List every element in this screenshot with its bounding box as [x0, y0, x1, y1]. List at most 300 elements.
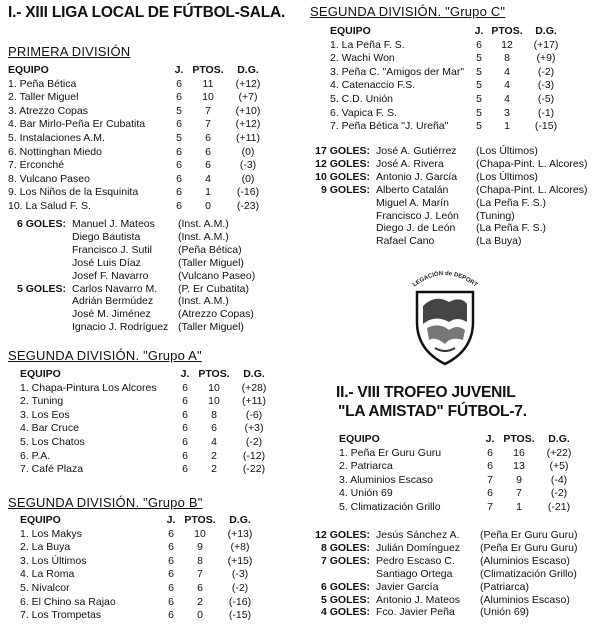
- scorer-row: [6, 231, 288, 244]
- played: 7: [487, 473, 493, 486]
- header-dg: D.G.: [229, 514, 251, 526]
- player-name: Diego J. de León: [376, 222, 456, 235]
- played: 6: [176, 159, 182, 172]
- header-ptos: PTOS.: [198, 368, 230, 380]
- played: 6: [182, 381, 188, 394]
- player-name: José M. Jiménez: [72, 308, 151, 321]
- scorer-row: [300, 529, 598, 542]
- goal-diff: (-15): [228, 609, 252, 622]
- scorer-row: [300, 606, 598, 619]
- header-dg: D.G.: [548, 433, 570, 445]
- goal-diff: (-6): [245, 408, 263, 421]
- header-dg: D.G.: [237, 64, 259, 76]
- points: 8: [504, 52, 510, 65]
- team-name: 1. La Peña F. S.: [330, 38, 405, 51]
- scorer-row: [6, 283, 288, 296]
- goal-diff: (-2): [231, 581, 249, 594]
- table-row: [8, 186, 268, 200]
- goal-count: [6, 231, 72, 244]
- player-name: Rafael Cano: [376, 235, 435, 248]
- table-row: [339, 474, 579, 488]
- scorer-row: [300, 235, 596, 248]
- played: 5: [476, 92, 482, 105]
- player-team: (Aluminios Escaso): [480, 593, 570, 606]
- grupo-b-title: SEGUNDA DIVISIÓN. "Grupo B": [8, 495, 203, 510]
- team-name: 4. Catenaccio F.S.: [330, 79, 416, 92]
- team-name: 4. Unión 69: [339, 487, 393, 500]
- table-header: [20, 514, 260, 528]
- scorer-row: [300, 197, 596, 210]
- goal-diff: (-12): [242, 449, 266, 462]
- points: 1: [504, 120, 510, 133]
- played: 6: [487, 460, 493, 473]
- header-ptos: PTOS.: [184, 514, 216, 526]
- table-header: [330, 25, 566, 39]
- team-name: 7. Erconché: [8, 159, 65, 172]
- goal-count: 10 GOLES:: [315, 170, 370, 183]
- table-row: [20, 568, 260, 582]
- goal-count: [6, 308, 72, 321]
- team-name: 1. Los Makys: [20, 527, 82, 540]
- played: 6: [168, 541, 174, 554]
- trofeo-scorers: [300, 529, 598, 619]
- team-name: 2. Tuning: [20, 395, 64, 408]
- table-row: [20, 382, 274, 396]
- goal-diff: (+12): [235, 77, 261, 90]
- team-name: 4. Bar Mirlo-Peña Er Cubatita: [8, 118, 146, 131]
- goal-count: [300, 210, 376, 223]
- scorer-row: [300, 145, 596, 158]
- team-name: 6. Vapica F. S.: [330, 106, 397, 119]
- table-row: [8, 91, 268, 105]
- goal-count: [300, 235, 376, 248]
- points: 7: [205, 104, 211, 117]
- player-name: Pedro Escaso C.: [376, 554, 455, 567]
- goal-diff: (-22): [242, 463, 266, 476]
- goal-count: [300, 222, 376, 235]
- team-name: 7. Los Trompetas: [20, 609, 102, 622]
- grupo-b-table: [20, 514, 260, 623]
- player-name: Francisco J. León: [376, 209, 459, 222]
- points: 9: [197, 541, 203, 554]
- played: 6: [168, 554, 174, 567]
- emblem-text: LEGACIÓN de DEPORT: [412, 270, 479, 289]
- team-name: 3. Los Últimos: [20, 554, 87, 567]
- player-team: (Patriarca): [480, 580, 530, 593]
- player-name: Adrián Bermúdez: [72, 295, 154, 308]
- played: 6: [182, 435, 188, 448]
- table-row: [8, 200, 268, 214]
- goal-count: [6, 257, 72, 270]
- table-row: [20, 555, 260, 569]
- goal-diff: (-3): [231, 568, 249, 581]
- player-name: Antonio J. García: [376, 170, 458, 183]
- goal-diff: (-2): [537, 65, 555, 78]
- played: 6: [182, 395, 188, 408]
- points: 16: [513, 446, 525, 459]
- table-row: [339, 447, 579, 461]
- goal-diff: (+28): [241, 381, 267, 394]
- table-row: [330, 107, 566, 121]
- goal-count: 4 GOLES:: [320, 606, 370, 619]
- played: 6: [176, 91, 182, 104]
- points: 4: [504, 79, 510, 92]
- goal-diff: (0): [241, 145, 255, 158]
- player-name: Manuel J. Mateos: [72, 218, 155, 230]
- goal-diff: (+8): [230, 541, 250, 554]
- team-name: 5. Instalaciones A.M.: [8, 131, 105, 144]
- player-name: Miguel A. Marín: [376, 196, 449, 209]
- header-equipo: EQUIPO: [339, 433, 380, 445]
- points: 6: [211, 422, 217, 435]
- scorer-row: [300, 555, 598, 568]
- table-row: [330, 66, 566, 80]
- played: 6: [176, 172, 182, 185]
- goal-diff: (-21): [547, 500, 571, 513]
- team-name: 4. La Roma: [20, 568, 75, 581]
- primera-table: [8, 64, 268, 214]
- played: 6: [476, 38, 482, 51]
- points: 10: [194, 527, 206, 540]
- player-team: (Peña Bética): [178, 243, 242, 256]
- points: 6: [205, 159, 211, 172]
- player-team: (Inst. A.M.): [178, 230, 229, 243]
- table-row: [20, 409, 274, 423]
- table-row: [20, 541, 260, 555]
- points: 6: [205, 131, 211, 144]
- player-name: Fco. Javier Peña: [376, 606, 455, 619]
- team-name: 9. Los Niños de la Esquinita: [8, 186, 139, 199]
- team-name: 6. Nottinghan Miedo: [8, 145, 102, 158]
- played: 6: [487, 487, 493, 500]
- table-row: [339, 501, 579, 515]
- goal-diff: (0): [241, 172, 255, 185]
- goal-count: 12 GOLES:: [315, 157, 370, 170]
- goal-count: 6 GOLES:: [16, 218, 66, 230]
- table-row: [8, 118, 268, 132]
- player-team: (Chapa-Pint. L. Alcores): [476, 183, 588, 196]
- points: 2: [197, 595, 203, 608]
- table-row: [8, 78, 268, 92]
- table-row: [20, 422, 274, 436]
- goal-diff: (+7): [238, 91, 258, 104]
- played: 6: [176, 118, 182, 131]
- scorer-row: [6, 218, 288, 231]
- header-j: J.: [180, 368, 190, 380]
- player-name: Josef F. Navarro: [72, 269, 149, 282]
- player-name: José Luis Díaz: [72, 256, 141, 269]
- points: 7: [205, 118, 211, 131]
- points: 4: [504, 65, 510, 78]
- table-row: [330, 52, 566, 66]
- goal-diff: (+13): [227, 527, 253, 540]
- player-team: (Peña Er Guru Guru): [480, 541, 578, 554]
- table-row: [330, 79, 566, 93]
- header-ptos: PTOS.: [503, 433, 535, 445]
- table-row: [20, 582, 260, 596]
- team-name: 2. Patriarca: [339, 460, 393, 473]
- goal-diff: (-1): [537, 106, 555, 119]
- player-team: (Inst. A.M.): [178, 295, 229, 308]
- grupo-a-title: SEGUNDA DIVISIÓN. "Grupo A": [8, 348, 202, 363]
- table-row: [20, 609, 260, 623]
- player-team: (Inst. A.M.): [178, 218, 229, 230]
- goal-diff: (+17): [533, 38, 559, 51]
- scorer-row: [6, 257, 288, 270]
- goal-count: 7 GOLES:: [320, 554, 370, 567]
- player-team: (Los Últimos): [476, 170, 538, 183]
- scorer-row: [300, 184, 596, 197]
- header-ptos: PTOS.: [491, 25, 523, 37]
- goal-count: 6 GOLES:: [320, 580, 370, 593]
- header-equipo: EQUIPO: [8, 64, 49, 76]
- points: 12: [501, 38, 513, 51]
- goal-count: 17 GOLES:: [315, 145, 370, 157]
- table-row: [20, 596, 260, 610]
- trofeo-table: [339, 433, 579, 515]
- player-name: José A. Gutiérrez: [376, 145, 457, 157]
- played: 6: [176, 145, 182, 158]
- played: 7: [487, 500, 493, 513]
- player-team: (Peña Er Guru Guru): [480, 529, 578, 541]
- points: 7: [197, 568, 203, 581]
- player-team: (P. Er Cubatita): [178, 282, 250, 295]
- player-name: José A. Rivera: [376, 157, 444, 170]
- points: 0: [197, 609, 203, 622]
- team-name: 5. Climatización Grillo: [339, 500, 441, 513]
- scorer-row: [6, 321, 288, 334]
- points: 1: [516, 500, 522, 513]
- header-j: J.: [166, 514, 176, 526]
- player-team: (Aluminios Escaso): [480, 554, 570, 567]
- table-row: [8, 132, 268, 146]
- team-name: 2. Taller Miguel: [8, 91, 79, 104]
- scorer-row: [300, 594, 598, 607]
- goal-diff: (-2): [550, 487, 568, 500]
- played: 6: [182, 449, 188, 462]
- played: 5: [176, 131, 182, 144]
- main-title: I.- XIII LIGA LOCAL DE FÚTBOL-SALA.: [8, 4, 286, 21]
- header-j: J.: [174, 64, 184, 76]
- player-team: (Taller Miguel): [178, 256, 244, 269]
- scorer-row: [6, 308, 288, 321]
- played: 6: [487, 446, 493, 459]
- team-name: 3. Atrezzo Copas: [8, 104, 88, 117]
- goal-count: [6, 295, 72, 308]
- goal-diff: (+22): [546, 446, 572, 459]
- team-name: 4. Bar Cruce: [20, 422, 79, 435]
- table-row: [8, 105, 268, 119]
- table-row: [339, 460, 579, 474]
- trofeo-title-2: "LA AMISTAD" FÚTBOL-7.: [338, 403, 527, 420]
- table-row: [330, 120, 566, 134]
- goal-diff: (-2): [245, 435, 263, 448]
- player-name: Antonio J. Mateos: [376, 593, 461, 606]
- table-header: [339, 433, 579, 447]
- goal-count: [300, 568, 376, 581]
- points: 10: [208, 395, 220, 408]
- goal-count: 12 GOLES:: [315, 529, 370, 541]
- scorer-row: [300, 171, 596, 184]
- goal-diff: (-4): [550, 473, 568, 486]
- points: 10: [202, 91, 214, 104]
- team-name: 10. La Salud F. S.: [8, 199, 91, 212]
- trofeo-title-1: II.- VIII TROFEO JUVENIL: [336, 384, 516, 401]
- player-team: (Climatización Grillo): [480, 567, 577, 580]
- goal-count: [6, 244, 72, 257]
- points: 4: [211, 435, 217, 448]
- goal-diff: (-3): [537, 79, 555, 92]
- goal-diff: (+11): [235, 131, 261, 144]
- points: 8: [197, 554, 203, 567]
- played: 5: [476, 120, 482, 133]
- table-row: [20, 463, 274, 477]
- goal-diff: (+5): [549, 460, 569, 473]
- team-name: 1. Peña Er Guru Guru: [339, 446, 442, 459]
- table-row: [20, 395, 274, 409]
- scorer-row: [300, 222, 596, 235]
- player-name: Francisco J. Sutil: [72, 243, 152, 256]
- played: 6: [168, 527, 174, 540]
- player-team: (Chapa-Pint. L. Alcores): [476, 157, 588, 170]
- goal-count: [6, 270, 72, 283]
- points: 11: [202, 77, 214, 90]
- played: 6: [168, 595, 174, 608]
- goal-diff: (-16): [228, 595, 252, 608]
- grupo-c-scorers: [300, 145, 596, 248]
- delegacion-deportes-emblem: [405, 260, 485, 370]
- scorer-row: [300, 568, 598, 581]
- scorer-row: [6, 244, 288, 257]
- played: 6: [182, 408, 188, 421]
- team-name: 3. Peña C. "Amigos der Mar": [330, 65, 465, 78]
- grupo-c-title: SEGUNDA DIVISIÓN. "Grupo C": [310, 4, 506, 19]
- header-equipo: EQUIPO: [20, 368, 61, 380]
- points: 7: [516, 487, 522, 500]
- team-name: 1. Chapa-Pintura Los Alcores: [20, 381, 157, 394]
- table-header: [20, 368, 274, 382]
- goal-count: [6, 321, 72, 334]
- player-team: (La Buya): [476, 235, 522, 248]
- played: 5: [176, 104, 182, 117]
- player-team: (La Peña F. S.): [476, 222, 547, 235]
- points: 9: [516, 473, 522, 486]
- points: 6: [197, 581, 203, 594]
- team-name: 3. Los Eos: [20, 408, 70, 421]
- player-name: Santiago Ortega: [376, 567, 453, 580]
- scorer-row: [6, 270, 288, 283]
- table-row: [8, 173, 268, 187]
- team-name: 7. Peña Bética "J. Ureña": [330, 120, 449, 133]
- team-name: 2. Wachi Won: [330, 52, 395, 65]
- header-ptos: PTOS.: [192, 64, 224, 76]
- scorer-row: [300, 542, 598, 555]
- played: 6: [182, 463, 188, 476]
- scorer-row: [300, 581, 598, 594]
- team-name: 7. Café Plaza: [20, 463, 84, 476]
- header-equipo: EQUIPO: [20, 514, 61, 526]
- player-team: (Tuning): [476, 209, 515, 222]
- table-row: [8, 146, 268, 160]
- primera-title: PRIMERA DIVISIÓN: [8, 44, 131, 59]
- goal-diff: (-15): [534, 120, 558, 133]
- played: 6: [168, 581, 174, 594]
- table-row: [8, 159, 268, 173]
- table-row: [20, 450, 274, 464]
- table-row: [330, 39, 566, 53]
- goal-diff: (+3): [244, 422, 264, 435]
- player-team: (Los Últimos): [476, 145, 538, 157]
- goal-count: 5 GOLES:: [16, 282, 66, 295]
- goal-count: 8 GOLES:: [320, 541, 370, 554]
- team-name: 6. El Chino sa Rajao: [20, 595, 116, 608]
- goal-diff: (-16): [236, 186, 260, 199]
- played: 5: [476, 52, 482, 65]
- team-name: 5. Los Chatos: [20, 435, 85, 448]
- table-row: [339, 487, 579, 501]
- points: 3: [504, 106, 510, 119]
- played: 6: [176, 186, 182, 199]
- goal-diff: (-23): [236, 199, 260, 212]
- player-team: (La Peña F. S.): [476, 196, 547, 209]
- header-dg: D.G.: [243, 368, 265, 380]
- svg-text:DELEGACIÓN de DEPORTES: [405, 260, 478, 289]
- table-row: [20, 436, 274, 450]
- points: 2: [211, 449, 217, 462]
- player-team: (Vulcano Paseo): [178, 269, 256, 282]
- points: 4: [504, 92, 510, 105]
- header-j: J.: [485, 433, 495, 445]
- goal-diff: (-5): [537, 92, 555, 105]
- grupo-c-table: [330, 25, 566, 134]
- grupo-a-table: [20, 368, 274, 477]
- primera-scorers: [6, 218, 288, 334]
- played: 6: [168, 609, 174, 622]
- team-name: 5. C.D. Unión: [330, 92, 394, 105]
- goal-diff: (+9): [536, 52, 556, 65]
- player-name: Julián Domínguez: [376, 541, 461, 554]
- header-equipo: EQUIPO: [330, 25, 371, 37]
- team-name: 6. P.A.: [20, 449, 51, 462]
- goal-count: 5 GOLES:: [320, 593, 370, 606]
- points: 1: [205, 186, 211, 199]
- scorer-row: [300, 158, 596, 171]
- played: 6: [182, 422, 188, 435]
- player-name: Diego Bautista: [72, 230, 141, 243]
- player-team: (Atrezzo Copas): [178, 308, 254, 321]
- points: 10: [208, 381, 220, 394]
- table-header: [8, 64, 268, 78]
- team-name: 2. La Buya: [20, 541, 71, 554]
- goal-diff: (-3): [239, 159, 257, 172]
- team-name: 8. Vulcano Paseo: [8, 172, 90, 185]
- points: 8: [211, 408, 217, 421]
- shield-icon: [405, 260, 485, 370]
- played: 5: [476, 106, 482, 119]
- player-team: (Unión 69): [480, 606, 530, 619]
- goal-diff: (+11): [241, 395, 267, 408]
- scorer-row: [300, 210, 596, 223]
- goal-diff: (+12): [235, 118, 261, 131]
- played: 6: [176, 199, 182, 212]
- goal-count: [300, 197, 376, 210]
- header-j: J.: [474, 25, 484, 37]
- goal-diff: (+10): [235, 104, 261, 117]
- points: 6: [205, 145, 211, 158]
- player-team: (Taller Miguel): [178, 321, 244, 334]
- points: 0: [205, 199, 211, 212]
- played: 5: [476, 65, 482, 78]
